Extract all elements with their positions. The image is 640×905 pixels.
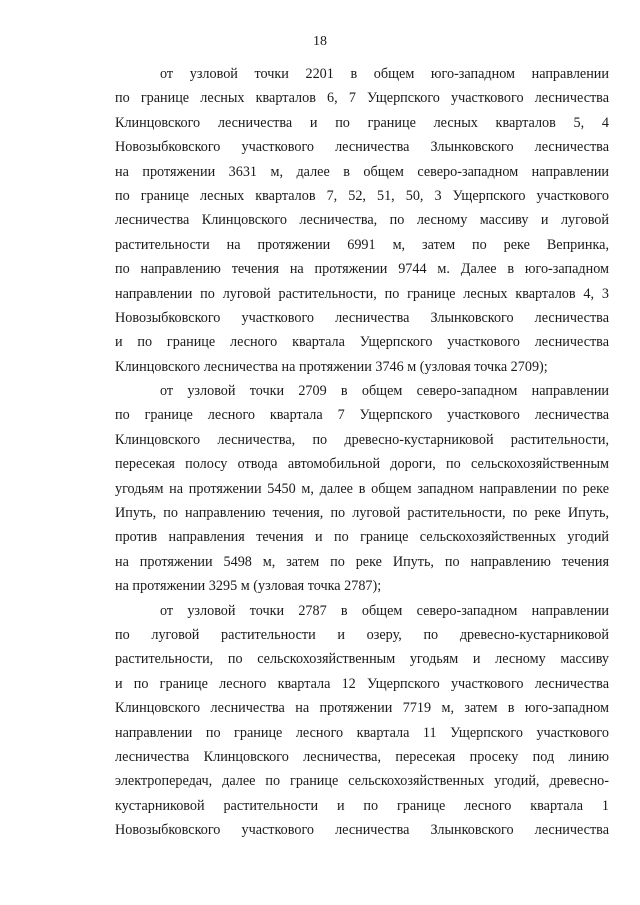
paragraph-line: Новозыбковского участкового лесничества Злынковского лесничества	[115, 139, 609, 156]
paragraph-line: Клинцовского лесничества на протяжении 7719 м, затем в юго-западном	[115, 700, 609, 717]
paragraph-line: Новозыбковского участкового лесничества Злынковского лесничества	[115, 309, 609, 326]
paragraph-line: Новозыбковского участкового лесничества Злынковского лесничества	[115, 822, 609, 839]
paragraph-line: и по границе лесного квартала 12 Ущерпского участкового лесничества	[115, 675, 609, 692]
paragraph-line: направлении по луговой растительности, по границе лесных кварталов 4, 3	[115, 285, 609, 302]
paragraph-line: по границе лесного квартала 7 Ущерпского участкового лесничества	[115, 407, 609, 424]
paragraph-line: направлении по границе лесного квартала 11 Ущерпского участкового	[115, 724, 609, 741]
paragraph-line: против направления течения и по границе сельскохозяйственных угодий	[115, 529, 609, 546]
paragraph-line: Клинцовского лесничества, по древесно-кустарниковой растительности,	[115, 431, 609, 448]
paragraph-line: на протяжении 3631 м, далее в общем северо-западном направлении	[115, 163, 609, 180]
paragraph-line: кустарниковой растительности и по границе лесного квартала 1	[115, 797, 609, 814]
paragraph-line: и по границе лесного квартала Ущерпского участкового лесничества	[115, 334, 609, 351]
paragraph-line: электропередач, далее по границе сельскохозяйственных угодий, древесно-	[115, 773, 609, 790]
paragraph-line: растительности, по сельскохозяйственным угодьям и лесному массиву	[115, 651, 609, 668]
paragraph-line: на протяжении 5498 м, затем по реке Ипуть, по направлению течения	[115, 553, 609, 570]
paragraph-line: лесничества Клинцовского лесничества, пересекая просеку под линию	[115, 748, 609, 765]
paragraph-line: Клинцовского лесничества и по границе лесных кварталов 5, 4	[115, 114, 609, 131]
paragraph-line: по направлению течения на протяжении 9744 м. Далее в юго-западном	[115, 261, 609, 278]
paragraph-line: от узловой точки 2201 в общем юго-западном направлении	[160, 66, 609, 82]
paragraph-line: угодьям на протяжении 5450 м, далее в общем западном направлении по реке	[115, 480, 609, 497]
paragraph-line: от узловой точки 2787 в общем северо-западном направлении	[160, 602, 609, 619]
paragraph-line: по границе лесных кварталов 7, 52, 51, 50, 3 Ущерпского участкового	[115, 187, 609, 204]
paragraph-line: по границе лесных кварталов 6, 7 Ущерпского участкового лесничества	[115, 90, 609, 107]
paragraph-line: Клинцовского лесничества на протяжении 3746 м (узловая точка 2709);	[115, 358, 548, 375]
paragraph-line: Ипуть, по направлению течения, по луговой растительности, по реке Ипуть,	[115, 505, 609, 522]
paragraph-line: от узловой точки 2709 в общем северо-западном направлении	[160, 383, 609, 400]
paragraph-line: на протяжении 3295 м (узловая точка 2787);	[115, 578, 382, 595]
paragraph-line: по луговой растительности и озеру, по древесно-кустарниковой	[115, 626, 609, 643]
page-number: 18	[313, 34, 327, 49]
paragraph-line: лесничества Клинцовского лесничества, по лесному массиву и луговой	[115, 212, 609, 229]
paragraph-line: пересекая полосу отвода автомобильной дороги, по сельскохозяйственным	[115, 456, 609, 473]
paragraph-line: растительности на протяжении 6991 м, затем по реке Вепринка,	[115, 236, 609, 253]
document-body	[115, 62, 609, 843]
